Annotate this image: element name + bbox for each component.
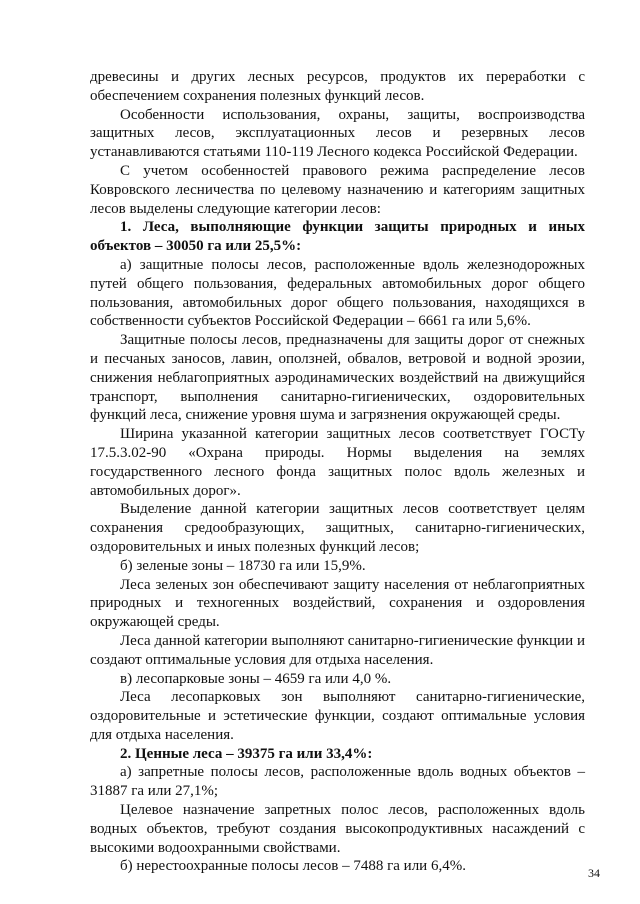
paragraph-continuation: древесины и других лесных ресурсов, продуктов их переработки с обеспечением сохранения полезных функций лесов. [90, 69, 585, 104]
paragraph-water-strips: а) запретные полосы лесов, расположенные вдоль водных объектов – 31887 га или 27,1%; [90, 764, 585, 800]
paragraph-forest-park-desc: Леса лесопарковых зон выполняют санитарно-гигиенические, оздоровительные и эстетические функции, создают оптимальные условия для отдыха населения. [90, 689, 585, 743]
paragraph-road-strips: а) защитные полосы лесов, расположенные вдоль железнодорожных путей общего пользования, федеральных автомобильных дорог общего пользования, автомобильных дорог общего пользования, находящихся в собственности субъектов Российской Федерации – 6661 га или 5,6%. [90, 256, 585, 330]
paragraph-categories-intro: С учетом особенностей правового режима распределение лесов Ковровского лесничества по целевому назначению и категориям защитных лесов выделены следующие категории лесов: [90, 162, 585, 217]
paragraph-spawning-strips: б) нерестоохранные полосы лесов – 7488 га или 6,4%. [120, 858, 466, 875]
paragraph-green-zones: б) зеленые зоны – 18730 га или 15,9%. [120, 557, 366, 574]
paragraph-forest-park: в) лесопарковые зоны – 4659 га или 4,0 %. [120, 670, 392, 687]
paragraph-allocation: Выделение данной категории защитных лесов соответствует целям сохранения средообразующих, защитных, санитарно-гигиенических, оздоровительных и иных полезных функций лесов; [90, 501, 585, 555]
paragraph-category-functions: Леса данной категории выполняют санитарно-гигиенические функции и создают оптимальные условия для отдыха населения. [90, 632, 585, 668]
paragraph-gost: Ширина указанной категории защитных лесов соответствует ГОСТу 17.5.3.02-90 «Охрана природы. Нормы выделения на землях государственного лесного фонда защитных полос вдоль железных и автомобильных дорог». [90, 426, 585, 499]
heading-protective-forests: 1. Леса, выполняющие функции защиты природных и иных объектов – 30050 га или 25,5%: [90, 219, 585, 255]
document-body [90, 68, 585, 876]
paragraph-strip-purpose: Защитные полосы лесов, предназначены для защиты дорог от снежных и песчаных заносов, лавин, оползней, обвалов, ветровой и водной эрозии, снижения неблагоприятных аэродинамических воздействий на движущийся транспорт, выполнения санитарно-гигиенических, оздоровительных функций леса, снижение уровня шума и загрязнения окружающей среды. [90, 332, 585, 424]
paragraph-features: Особенности использования, охраны, защиты, воспроизводства защитных лесов, эксплуатационных лесов и резервных лесов устанавливаются статьями 110-119 Лесного кодекса Российской Федерации. [90, 106, 585, 161]
page-number: 34 [588, 866, 600, 880]
paragraph-water-strips-purpose: Целевое назначение запретных полос лесов, расположенных вдоль водных объектов, требуют создания высокопродуктивных насаждений с высокими водоохранными свойствами. [90, 802, 585, 856]
heading-valuable-forests: 2. Ценные леса – 39375 га или 33,4%: [120, 745, 373, 762]
paragraph-green-zones-desc: Леса зеленых зон обеспечивают защиту населения от неблагоприятных природных и техногенных воздействий, сохранения и оздоровления окружающей среды. [90, 576, 585, 631]
